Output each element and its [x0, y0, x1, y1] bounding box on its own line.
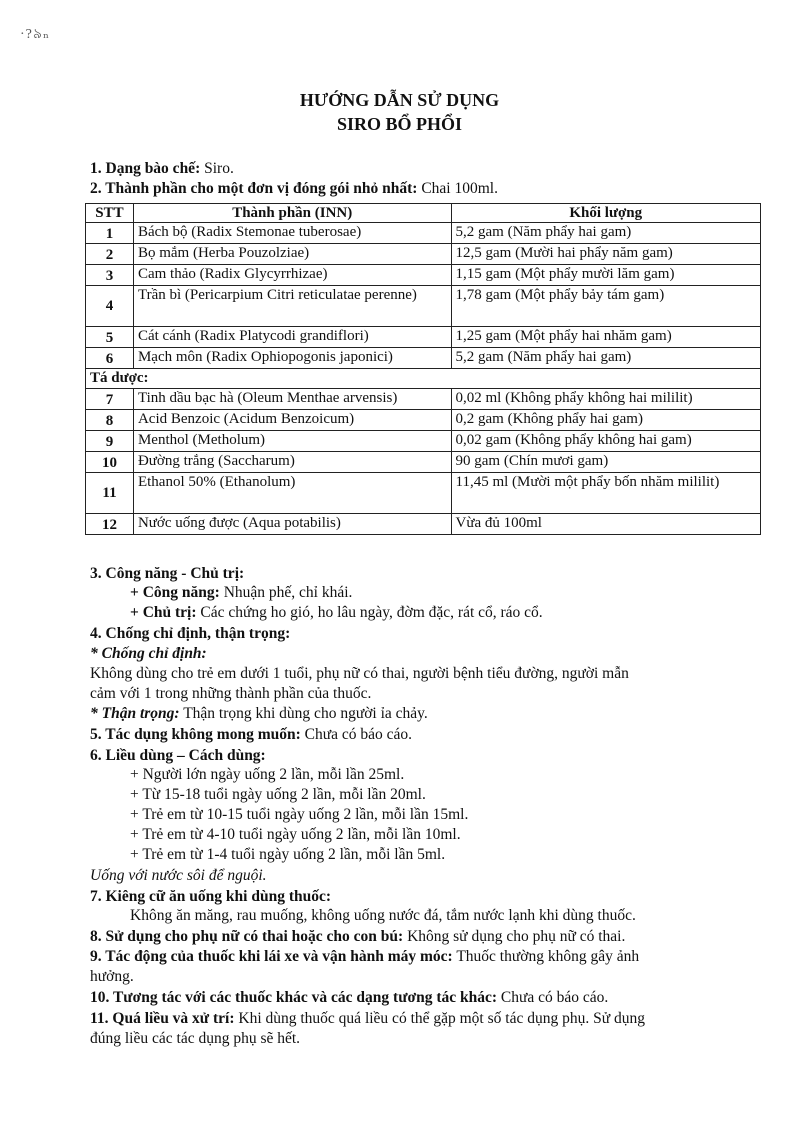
row-number: 6 — [86, 348, 134, 369]
dosage-note: Uống với nước sôi để nguội. — [90, 867, 267, 884]
excipient-amount: 0,02 ml (Không phẩy không hai mililit) — [451, 389, 761, 410]
section-9-text-2: hưởng. — [90, 968, 134, 985]
ingredient-amount: 5,2 gam (Năm phẩy hai gam) — [451, 348, 761, 369]
ingredient-amount: 1,78 gam (Một phẩy bảy tám gam) — [451, 286, 761, 327]
excipient-amount: Vừa đủ 100ml — [451, 514, 761, 535]
dosage-item: + Từ 15-18 tuổi ngày uống 2 lần, mỗi lần 20ml. — [130, 786, 426, 803]
section-7-heading: 7. Kiêng cữ ăn uống khi dùng thuốc: — [90, 888, 332, 905]
section-5-label: 5. Tác dụng không mong muốn: — [90, 726, 301, 743]
section-8 — [90, 928, 625, 946]
document-title: HƯỚNG DẪN SỬ DỤNG — [299, 90, 500, 110]
section-1-label: 1. Dạng bào chế: — [90, 160, 201, 177]
ingredient-name: Cát cánh (Radix Platycodi grandiflori) — [133, 327, 451, 348]
ingredient-name: Bọ mắm (Herba Pouzolziae) — [133, 244, 451, 265]
table-header-row — [86, 204, 761, 223]
table-row — [86, 223, 761, 244]
table-row — [86, 286, 761, 327]
table-row — [86, 431, 761, 452]
ingredient-name: Bách bộ (Radix Stemonae tuberosae) — [133, 223, 451, 244]
section-5 — [90, 726, 412, 744]
excipient-section-row — [86, 369, 761, 389]
dosage-item: + Người lớn ngày uống 2 lần, mỗi lần 25ml. — [130, 766, 405, 783]
table-row — [86, 244, 761, 265]
caution-label: * Thận trọng: — [90, 705, 180, 722]
section-8-label: 8. Sử dụng cho phụ nữ có thai hoặc cho con bú: — [90, 928, 404, 945]
section-2-text: Chai 100ml. — [417, 180, 498, 197]
excipient-amount: 90 gam (Chín mươi gam) — [451, 452, 761, 473]
col-header-stt: STT — [86, 204, 134, 223]
row-number: 9 — [86, 431, 134, 452]
ingredient-amount: 12,5 gam (Mười hai phẩy năm gam) — [451, 244, 761, 265]
ingredients-table — [85, 203, 761, 535]
table-row — [86, 327, 761, 348]
section-3-heading: 3. Công năng - Chủ trị: — [90, 565, 245, 582]
ingredient-amount: 1,25 gam (Một phẩy hai nhăm gam) — [451, 327, 761, 348]
section-2-label: 2. Thành phần cho một đơn vị đóng gói nhỏ nhất: — [90, 180, 418, 197]
excipient-amount: 11,45 ml (Mười một phẩy bốn nhăm mililit) — [451, 473, 761, 514]
section-8-text: Không sử dụng cho phụ nữ có thai. — [403, 928, 626, 945]
section-7-text: Không ăn măng, rau muống, không uống nước đá, tắm nước lạnh khi dùng thuốc. — [130, 907, 636, 924]
cong-nang-line — [130, 584, 352, 602]
row-number: 10 — [86, 452, 134, 473]
section-11-label: 11. Quá liều và xử trí: — [90, 1010, 235, 1027]
excipient-label: Tá dược: — [86, 369, 761, 389]
excipient-name: Acid Benzoic (Acidum Benzoicum) — [133, 410, 451, 431]
excipient-name: Đường trắng (Saccharum) — [133, 452, 451, 473]
cong-nang-label: + Công năng: — [130, 584, 220, 601]
excipient-amount: 0,2 gam (Không phẩy hai gam) — [451, 410, 761, 431]
product-name: SIRO BỔ PHỔI — [336, 114, 463, 134]
contraindication-label: * Chống chỉ định: — [90, 645, 207, 662]
section-5-text: Chưa có báo cáo. — [300, 726, 413, 743]
excipient-amount: 0,02 gam (Không phẩy không hai gam) — [451, 431, 761, 452]
table-row — [86, 265, 761, 286]
row-number: 4 — [86, 286, 134, 327]
ingredient-name: Mạch môn (Radix Ophiopogonis japonici) — [133, 348, 451, 369]
dosage-item: + Trẻ em từ 10-15 tuổi ngày uống 2 lần, mỗi lần 15ml. — [130, 806, 469, 823]
section-9 — [90, 948, 639, 966]
section-10 — [90, 989, 608, 1007]
cong-nang-text: Nhuận phế, chỉ khái. — [219, 584, 353, 601]
contraindication-text-2: cảm với 1 trong những thành phần của thuốc. — [90, 685, 372, 702]
section-10-label: 10. Tương tác với các thuốc khác và các dạng tương tác khác: — [90, 989, 498, 1006]
excipient-name: Tinh dầu bạc hà (Oleum Menthae arvensis) — [133, 389, 451, 410]
excipient-name: Ethanol 50% (Ethanolum) — [133, 473, 451, 514]
row-number: 7 — [86, 389, 134, 410]
col-header-amount: Khối lượng — [451, 204, 761, 223]
ingredient-amount: 1,15 gam (Một phẩy mười lăm gam) — [451, 265, 761, 286]
row-number: 11 — [86, 473, 134, 514]
chu-tri-label: + Chủ trị: — [130, 604, 197, 621]
ingredient-name: Cam thảo (Radix Glycyrrhizae) — [133, 265, 451, 286]
caution-line — [90, 705, 428, 723]
chu-tri-text: Các chứng ho gió, ho lâu ngày, đờm đặc, rát cổ, ráo cổ. — [196, 604, 543, 621]
section-4-heading: 4. Chống chỉ định, thận trọng: — [90, 625, 291, 642]
row-number: 12 — [86, 514, 134, 535]
chu-tri-line — [130, 604, 543, 622]
contraindication-text-1: Không dùng cho trẻ em dưới 1 tuổi, phụ nữ có thai, người bệnh tiểu đường, người mẫn — [90, 665, 629, 682]
table-row — [86, 452, 761, 473]
row-number: 8 — [86, 410, 134, 431]
section-11 — [90, 1010, 645, 1028]
table-row — [86, 473, 761, 514]
table-row — [86, 348, 761, 369]
section-11-text: Khi dùng thuốc quá liều có thể gặp một số tác dụng phụ. Sử dụng — [234, 1010, 645, 1027]
row-number: 3 — [86, 265, 134, 286]
row-number: 5 — [86, 327, 134, 348]
col-header-ingredient: Thành phần (INN) — [133, 204, 451, 223]
section-1 — [90, 160, 234, 178]
row-number: 1 — [86, 223, 134, 244]
excipient-name: Nước uống được (Aqua potabilis) — [133, 514, 451, 535]
table-row — [86, 389, 761, 410]
section-11-text-2: đúng liều các tác dụng phụ sẽ hết. — [90, 1030, 301, 1047]
section-10-text: Chưa có báo cáo. — [497, 989, 609, 1006]
section-1-text: Siro. — [200, 160, 234, 177]
section-9-text: Thuốc thường không gây ảnh — [452, 948, 640, 965]
table-row — [86, 514, 761, 535]
section-6-heading: 6. Liều dùng – Cách dùng: — [90, 747, 266, 764]
excipient-name: Menthol (Metholum) — [133, 431, 451, 452]
table-row — [86, 410, 761, 431]
margin-scribble: ·?৯ₙ — [20, 27, 51, 42]
ingredient-amount: 5,2 gam (Năm phẩy hai gam) — [451, 223, 761, 244]
ingredient-name: Trần bì (Pericarpium Citri reticulatae perenne) — [133, 286, 451, 327]
dosage-item: + Trẻ em từ 4-10 tuổi ngày uống 2 lần, mỗi lần 10ml. — [130, 826, 461, 843]
dosage-item: + Trẻ em từ 1-4 tuổi ngày uống 2 lần, mỗi lần 5ml. — [130, 846, 446, 863]
section-2 — [90, 180, 498, 198]
caution-text: Thận trọng khi dùng cho người ỉa chảy. — [179, 705, 428, 722]
section-9-label: 9. Tác động của thuốc khi lái xe và vận hành máy móc: — [90, 948, 453, 965]
row-number: 2 — [86, 244, 134, 265]
